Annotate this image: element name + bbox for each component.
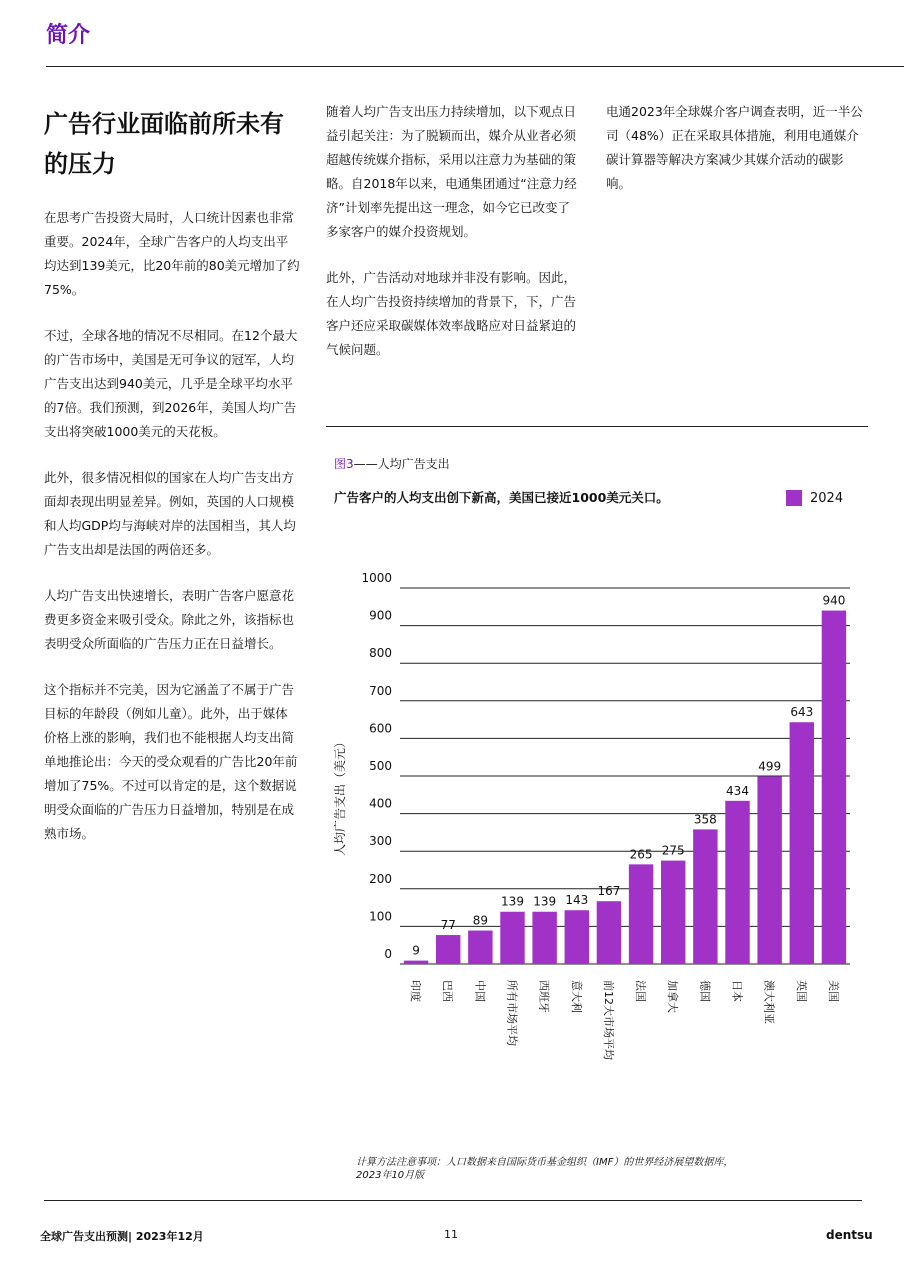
paragraph: 人均广告支出快速增长，表明广告客户愿意花费更多资金来吸引受众。除此之外，该指标也表明受众所面临的广告压力正在日益增长。 bbox=[44, 588, 295, 651]
figure-caption: ——人均广告支出 bbox=[353, 457, 450, 471]
article-column-3 bbox=[606, 100, 868, 218]
data-label: 77 bbox=[440, 918, 456, 933]
bar bbox=[661, 861, 685, 964]
paragraph: 此外，广告活动对地球并非没有影响。因此，在人均广告投资持续增加的背景下，下，广告客户还应采取碳媒体效率战略应对日益紧迫的气候问题。 bbox=[326, 270, 577, 357]
bar bbox=[757, 776, 781, 964]
x-tick-label: 所有市场平均 bbox=[505, 980, 519, 1046]
y-tick-label: 700 bbox=[369, 683, 392, 698]
data-label: 275 bbox=[661, 843, 685, 858]
x-tick-label: 前12大市场平均 bbox=[601, 980, 615, 1060]
bar-chart bbox=[330, 560, 870, 1100]
bar bbox=[565, 910, 589, 964]
bar bbox=[725, 801, 749, 964]
data-label: 139 bbox=[533, 894, 557, 909]
x-tick-label: 意大利 bbox=[569, 980, 583, 1013]
x-tick-label: 日本 bbox=[730, 980, 744, 1002]
data-label: 940 bbox=[822, 593, 846, 608]
bar bbox=[500, 912, 524, 964]
article-column-2 bbox=[326, 100, 578, 384]
bar bbox=[597, 901, 621, 964]
bar bbox=[436, 935, 460, 964]
bar bbox=[468, 931, 492, 964]
article-column-1 bbox=[44, 104, 300, 868]
data-label: 167 bbox=[597, 884, 621, 899]
y-tick-label: 400 bbox=[369, 796, 392, 811]
page-number: 11 bbox=[444, 1228, 458, 1241]
y-tick-label: 0 bbox=[384, 947, 392, 961]
top-divider bbox=[46, 66, 904, 67]
chart-footnote: 计算方法注意事项：人口数据来自国际货币基金组织（IMF）的世界经济展望数据库，2023年10月版 bbox=[356, 1157, 734, 1181]
bar bbox=[822, 611, 846, 964]
data-label: 89 bbox=[472, 913, 488, 928]
paragraph: 随着人均广告支出压力持续增加，以下观点日益引起关注：为了脱颖而出，媒介从业者必须超越传统媒介指标，采用以注意力为基础的策略。自2018年以来，电通集团通过“注意力经济”计划率先提出这一理念，如今它已改变了多家客户的媒介投资规划。 bbox=[326, 104, 577, 239]
data-label: 434 bbox=[726, 783, 749, 798]
bar bbox=[693, 829, 717, 964]
y-tick-label: 600 bbox=[369, 721, 392, 736]
x-tick-label: 西班牙 bbox=[537, 980, 551, 1013]
article-headline: 广告行业面临前所未有的压力 bbox=[44, 110, 284, 178]
x-tick-label: 印度 bbox=[409, 980, 423, 1002]
x-tick-label: 澳大利亚 bbox=[762, 980, 776, 1024]
paragraph: 在思考广告投资大局时，人口统计因素也非常重要。2024年，全球广告客户的人均支出平均达到139美元，比20年前的80美元增加了约75%。 bbox=[44, 210, 300, 297]
x-tick-label: 中国 bbox=[473, 980, 487, 1002]
y-tick-label: 100 bbox=[369, 909, 392, 924]
y-tick-label: 900 bbox=[369, 608, 392, 623]
y-tick-label: 200 bbox=[369, 871, 392, 886]
data-label: 499 bbox=[758, 759, 782, 774]
data-label: 9 bbox=[412, 943, 420, 958]
chart-legend bbox=[786, 490, 843, 506]
paragraph: 不过，全球各地的情况不尽相同。在12个最大的广告市场中，美国是无可争议的冠军，人均广告支出达到940美元，几乎是全球平均水平的7倍。我们预测，到2026年，美国人均广告支出将突破1000美元的天花板。 bbox=[44, 328, 298, 439]
data-label: 265 bbox=[629, 847, 653, 862]
x-tick-label: 巴西 bbox=[441, 980, 455, 1002]
paragraph: 这个指标并不完美，因为它涵盖了不属于广告目标的年龄段（例如儿童）。此外，出于媒体价格上涨的影响，我们也不能根据人均支出简单地推论出：今天的受众观看的广告比20年前增加了75%。不过可以肯定的是，这个数据说明受众面临的广告压力日益增加，特别是在成熟市场。 bbox=[44, 682, 298, 841]
figure-number: 图3 bbox=[334, 457, 354, 471]
legend-swatch bbox=[786, 490, 802, 506]
figure-label bbox=[334, 455, 450, 472]
brand-logo: dentsu bbox=[826, 1228, 873, 1242]
x-tick-label: 英国 bbox=[794, 980, 808, 1002]
x-tick-label: 德国 bbox=[698, 980, 712, 1002]
data-label: 358 bbox=[693, 812, 717, 827]
footer-report-title: 全球广告支出预测| 2023年12月 bbox=[40, 1230, 204, 1243]
y-tick-label: 500 bbox=[369, 759, 392, 773]
section-label: 简介 bbox=[46, 23, 91, 48]
x-tick-label: 法国 bbox=[634, 980, 648, 1002]
bar bbox=[629, 864, 653, 964]
bottom-divider bbox=[44, 1200, 862, 1201]
y-tick-label: 800 bbox=[369, 646, 392, 661]
y-axis-label: 人均广告支出（美元） bbox=[333, 735, 347, 857]
y-tick-label: 300 bbox=[369, 834, 392, 849]
chart-title: 广告客户的人均支出创下新高，美国已接近1000美元关口。 bbox=[334, 490, 669, 505]
paragraph: 电通2023年全球媒介客户调查表明，近一半公司（48%）正在采取具体措施，利用电通媒介碳计算器等解决方案减少其媒介活动的碳影响。 bbox=[606, 104, 863, 191]
data-label: 143 bbox=[565, 893, 589, 908]
data-label: 139 bbox=[501, 894, 524, 909]
bar bbox=[404, 961, 428, 964]
data-label: 643 bbox=[790, 705, 814, 720]
legend-label: 2024 bbox=[810, 490, 844, 506]
x-tick-label: 美国 bbox=[826, 980, 840, 1002]
paragraph: 此外，很多情况相似的国家在人均广告支出方面却表现出明显差异。例如，英国的人口规模和人均GDP均与海峡对岸的法国相当，其人均广告支出却是法国的两倍还多。 bbox=[44, 470, 296, 557]
y-tick-label: 1000 bbox=[361, 571, 392, 585]
bar bbox=[532, 912, 556, 964]
chart-divider bbox=[326, 426, 868, 427]
x-tick-label: 加拿大 bbox=[666, 980, 680, 1013]
bar bbox=[790, 722, 814, 964]
